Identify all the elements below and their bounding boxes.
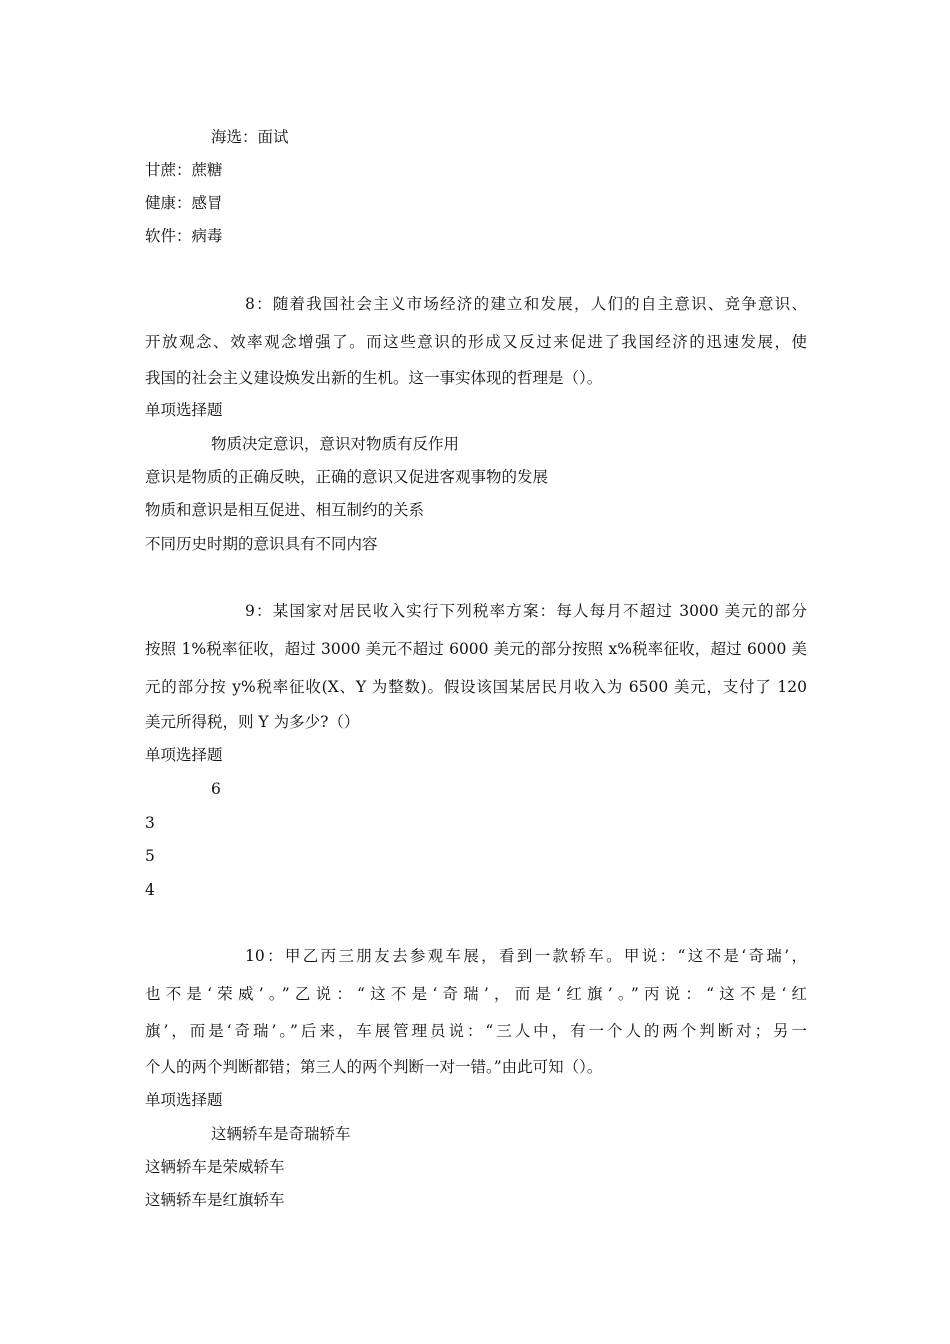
q10-stem-line-2: 也不是‘荣威’。”乙说：“这不是‘奇瑞’，而是‘红旗’。”丙说：“这不是‘红 bbox=[145, 985, 807, 1003]
q8-option-4: 不同历史时期的意识具有不同内容 bbox=[145, 535, 378, 553]
q10-option-2: 这辆轿车是荣威轿车 bbox=[145, 1158, 285, 1176]
q8-stem-line-3: 我国的社会主义建设焕发出新的生机。这一事实体现的哲理是（）。 bbox=[145, 369, 603, 387]
q10-option-1: 这辆轿车是奇瑞轿车 bbox=[211, 1125, 351, 1143]
q10-option-3: 这辆轿车是红旗轿车 bbox=[145, 1191, 285, 1209]
q10-question-type: 单项选择题 bbox=[145, 1091, 223, 1109]
q8-question-type: 单项选择题 bbox=[145, 401, 223, 419]
q10-stem-line-1: 10：甲乙丙三朋友去参观车展，看到一款轿车。甲说：“这不是‘奇瑞’， bbox=[245, 947, 807, 965]
q9-option-1: 6 bbox=[211, 780, 221, 798]
q8-option-3: 物质和意识是相互促进、相互制约的关系 bbox=[145, 501, 425, 519]
q8-stem-line-2: 开放观念、效率观念增强了。而这些意识的形成又反过来促进了我国经济的迅速发展，使 bbox=[145, 333, 807, 351]
q10-stem-line-3: 旗’，而是‘奇瑞’。”后来，车展管理员说：“三人中，有一个人的两个判断对；另一 bbox=[145, 1022, 807, 1040]
q9-option-4: 4 bbox=[145, 881, 155, 899]
q9-option-2: 3 bbox=[145, 814, 155, 832]
q9-stem-line-2: 按照 1%税率征收，超过 3000 美元不超过 6000 美元的部分按照 x%税率征收，超过 6000 美 bbox=[145, 640, 807, 658]
q9-question-type: 单项选择题 bbox=[145, 746, 223, 764]
q9-stem-line-3: 元的部分按 y%税率征收(X、Y 为整数)。假设该国某居民月收入为 6500 美元，支付了 120 bbox=[145, 678, 807, 696]
prev-option-4: 软件：病毒 bbox=[145, 227, 223, 245]
q8-option-2: 意识是物质的正确反映，正确的意识又促进客观事物的发展 bbox=[145, 468, 549, 486]
q8-option-1: 物质决定意识，意识对物质有反作用 bbox=[211, 435, 460, 453]
q9-stem-line-1: 9：某国家对居民收入实行下列税率方案：每人每月不超过 3000 美元的部分 bbox=[245, 602, 807, 620]
q8-stem-line-1: 8：随着我国社会主义市场经济的建立和发展，人们的自主意识、竞争意识、 bbox=[245, 295, 807, 313]
prev-option-2: 甘蔗：蔗糖 bbox=[145, 161, 223, 179]
q9-option-3: 5 bbox=[145, 847, 155, 865]
prev-option-1: 海选：面试 bbox=[211, 128, 289, 146]
q10-stem-line-4: 个人的两个判断都错；第三人的两个判断一对一错。”由此可知（）。 bbox=[145, 1058, 603, 1076]
prev-option-3: 健康：感冒 bbox=[145, 194, 223, 212]
q9-stem-line-4: 美元所得税，则 Y 为多少?（） bbox=[145, 713, 360, 731]
